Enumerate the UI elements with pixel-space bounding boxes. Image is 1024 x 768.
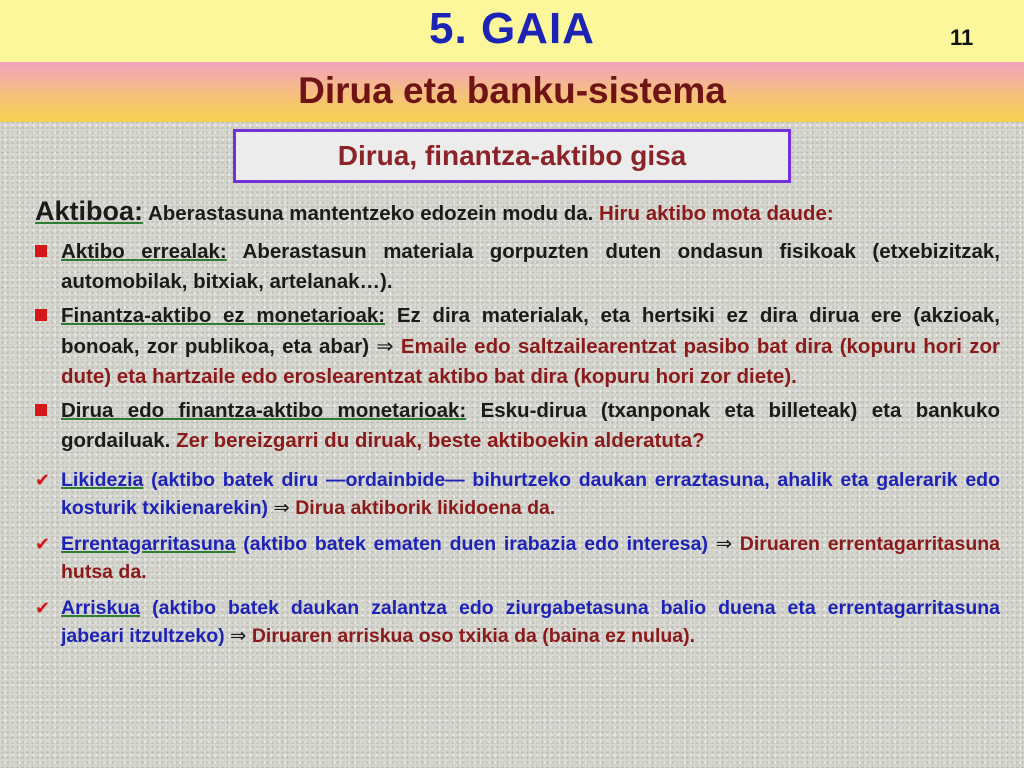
- check-text-red: Diruaren arriskua oso txikia da (baina ez nulua).: [251, 625, 696, 647]
- page-number: 11: [950, 25, 974, 50]
- intro-paragraph: [35, 196, 1000, 229]
- bullet-term: Finantza-aktibo ez monetarioak:: [61, 304, 386, 327]
- bullet-item-monetary: [35, 396, 1000, 456]
- check-bullet-icon: ✔: [35, 534, 51, 554]
- check-bullet-icon: ✔: [35, 598, 51, 618]
- implies-arrow-icon: ⇒: [273, 496, 290, 519]
- slide-title: 5. GAIA: [429, 4, 595, 53]
- check-text-red: Dirua aktiborik likidoena da.: [295, 497, 556, 519]
- check-term: Likidezia: [61, 469, 144, 491]
- intro-text: Aberastasuna mantentzeko edozein modu da.: [147, 202, 594, 225]
- implies-arrow-icon: ⇒: [376, 334, 394, 358]
- check-item-liquidity: [35, 466, 1000, 522]
- check-item-profitability: [35, 530, 1000, 586]
- check-item-risk: [35, 594, 1000, 650]
- section-title-box: Dirua, finantza-aktibo gisa: [233, 129, 791, 183]
- implies-arrow-icon: ⇒: [230, 624, 247, 647]
- intro-text-red: Hiru aktibo mota daude:: [599, 202, 834, 225]
- check-term: Arriskua: [61, 597, 141, 619]
- red-square-bullet-icon: [35, 404, 47, 416]
- bullet-term: Dirua edo finantza-aktibo monetarioak:: [61, 399, 467, 422]
- bullet-term: Aktibo errealak:: [61, 240, 227, 263]
- check-text: (aktibo batek diru —ordainbide— bihurtzeko daukan erraztasuna, ahalik eta galerarik edo kosturik txikienarekin): [61, 469, 1001, 519]
- red-square-bullet-icon: [35, 245, 47, 257]
- bullet-item-non-monetary: [35, 301, 1000, 392]
- red-square-bullet-icon: [35, 309, 47, 321]
- bullet-text-red: Emaile edo saltzailearentzat pasibo bat dira (kopuru hori zor dute) eta hartzaile edo eroslearentzat aktibo bat dira (kopuru hori zor diete).: [61, 335, 1000, 388]
- bullet-item-real-assets: [35, 237, 1000, 297]
- check-text: (aktibo batek daukan zalantza edo ziurgabetasuna balio duena eta errentagarritasuna jabeari itzultzeko): [61, 597, 1001, 647]
- check-term: Errentagarritasuna: [61, 533, 236, 555]
- check-text: (aktibo batek ematen duen irabazia edo interesa): [243, 533, 708, 555]
- bullet-text-red: Zer bereizgarri du diruak, beste aktiboekin alderatuta?: [176, 429, 705, 452]
- implies-arrow-icon: ⇒: [715, 532, 733, 555]
- check-bullet-icon: ✔: [35, 470, 51, 490]
- slide-body: [35, 196, 1000, 650]
- bullet-text: Ez dira materialak, eta hertsiki ez dira dirua ere (akzioak, bonoak, zor publikoa, eta abar): [61, 304, 1000, 358]
- check-text-red: Diruaren errentagarritasuna hutsa da.: [61, 533, 1001, 583]
- slide-subtitle: Dirua eta banku-sistema: [298, 70, 726, 111]
- bullet-text: Aberastasun materiala gorpuzten duten ondasun fisikoak (etxebizitzak, automobilak, bitxiak, artelanak…).: [61, 240, 1000, 293]
- intro-term: Aktiboa:: [35, 196, 143, 226]
- bullet-text: Esku-dirua (txanponak eta billeteak) eta bankuko gordailuak.: [61, 399, 1000, 452]
